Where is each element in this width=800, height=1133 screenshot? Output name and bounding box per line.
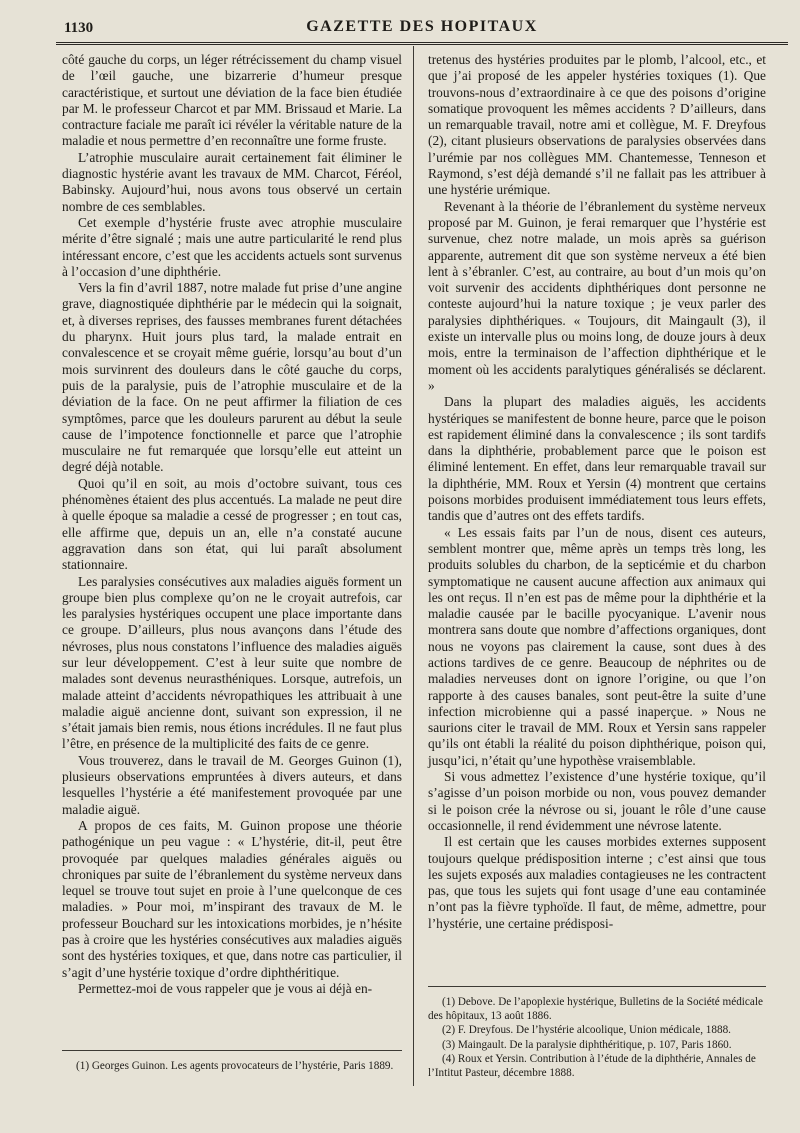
paragraph: A propos de ces faits, M. Guinon propose une théorie pathogénique un peu vague : « L’hystérie, dit-il, peut être provoquée par quelques maladies générales aiguës ou chroniques par suite de l’ébranlement du système nerveux dans lequel se trouve tout sujet en proie à l’une quelconque de ces maladies. » Pour moi, m’inspirant des travaux de M. le professeur Bouchard sur les intoxications morbides, je n’hésite pas à croire que les hystéries consécutives aux maladies aiguës sont des hystéries toxiques, et que, dans notre cas particulier, il s’agit d’une hystérie toxique d’ordre diphthéritique. <box>62 817 402 980</box>
paragraph: L’atrophie musculaire aurait certainement fait éliminer le diagnostic hystérie avant les travaux de MM. Charcot, Féréol, Babinsky. Aujourd’hui, nous avons tous observé un certain nombre de ces semblables. <box>62 149 402 214</box>
footnote: (3) Maingault. De la paralysie diphthéritique, p. 107, Paris 1860. <box>442 1038 732 1051</box>
paragraph: Il est certain que les causes morbides externes supposent toujours quelque prédisposition interne ; c’est ainsi que tous les sujets exposés aux maladies contagieuses ne les contractent pas, que tous les sujets qui font usage d’une eau contaminée n’ont pas la fièvre typhoïde. Il faut, de même, admettre, pour l’hystérie, une certaine prédisposi- <box>428 834 766 931</box>
paragraph: Les paralysies consécutives aux maladies aiguës forment un groupe bien plus complexe qu’on ne le croyait autrefois, car les paralysies hystériques occupent une place importante dans ce groupe. D’ailleurs, plus nous avançons dans l’étude des névroses, plus nous constatons l’influence des maladies aiguës sur leur développement. C’est à leur suite que nombre de malades sont devenus neurasthéniques. Lorsque, autrefois, un malade atteint d’accidents névropathiques les attribuait à une maladie aiguë ancienne dont, suivant son expression, il ne s’était jamais bien remis, nous étions incrédules. Il ne faut plus l’être, en présence de la multiplicité des faits de ce genre. <box>62 573 402 752</box>
paragraph: Si vous admettez l’existence d’une hystérie toxique, qu’il s’agisse d’un poison morbide ou non, vous pouvez demander si le poison crée la névrose ou si, jouant le rôle d’une cause occasionnelle, il rend évidemment une névrose latente. <box>428 769 766 833</box>
page-header <box>56 16 788 45</box>
right-column <box>428 52 766 932</box>
footnote: (1) Georges Guinon. Les agents provocateurs de l’hystérie, Paris 1889. <box>76 1060 394 1072</box>
paragraph: Revenant à la théorie de l’ébranlement du système nerveux proposé par M. Guinon, je ferai remarquer que l’hystérie est survenue, chez notre malade, un mois après sa guérison apparente, autrement dit que son système nerveux a été bien lent à s’ébranler. C’est, au contraire, au bout d’un mois qu’on voit survenir des accidents diphthériques dont personne ne conteste aujourd’hui la nature toxique ; je veux parler des paralysies diphthériques. « Toujours, dit Maingault (3), il existe un intervalle plus ou moins long, de douze jours à deux mois, entre la terminaison de l’affection diphthérique et le moment où les accidents paralytiques généralisés se déclarent. » <box>428 198 766 393</box>
right-footnotes <box>428 986 766 1080</box>
paragraph: Vers la fin d’avril 1887, notre malade fut prise d’une angine grave, diagnostiquée diphthérie par le médecin qui la soignait, et, à diverses reprises, des fausses membranes furent détachées du pharynx. Huit jours plus tard, la malade entrait en convalescence et se croyait même guérie, lorsqu’au bout d’un mois survinrent des douleurs dans le côté gauche du corps, puis de la paralysie, puis de l’atrophie musculaire et de la déviation de la face. On ne peut affirmer la filiation de ces symptômes, parce que les douleurs parurent au début la seule cause de l’impotence fonctionnelle et parce que l’atrophie musculaire ne fut remarquée que lorsqu’elle eut atteint un degré déjà notable. <box>62 280 402 475</box>
paragraph: Cet exemple d’hystérie fruste avec atrophie musculaire mérite d’être signalé ; mais une autre particularité le rend plus intéressant encore, c’est que les accidents actuels sont survenus à l’occasion d’une diphthérie. <box>62 214 402 279</box>
left-footnotes <box>62 1050 402 1073</box>
footnote: (2) F. Dreyfous. De l’hystérie alcoolique, Union médicale, 1888. <box>442 1024 731 1037</box>
column-divider <box>413 46 414 1086</box>
paragraph: « Les essais faits par l’un de nous, disent ces auteurs, semblent montrer que, même après un temps très long, les produits solubles du charbon, de la septicémie et du charbon symptomatique ne causent aucune affection aux animaux qui les ont reçus. Il n’en est pas de même pour la diphthérie et la maladie causée par le bacille pyocyanique. L’avenir nous montrera sans doute que nombre d’affections organiques, dont nous ne voyons pas clairement la cause, sont dues à des actions tardives de ce genre. Beaucoup de néphrites ou de maladies nerveuses dont on ignore l’origine, ou que l’on rapporte à des causes banales, sont peut-être la suite d’une infection microbienne qui a passé inaperçue. » Nous ne saurions citer le travail de MM. Roux et Yersin sans rappeler qu’ils ont établi la réalité du poison diphthérique, poison qui, jusqu’ici, n’était qu’une hypothèse vraisemblable. <box>428 524 766 768</box>
page-number: 1130 <box>64 20 94 36</box>
paragraph: Dans la plupart des maladies aiguës, les accidents hystériques se manifestent de bonne heure, parce que le poison est rapidement éliminé dans la convalescence ; ils sont tardifs dans la diphthérie, probablement parce que le poison est éliminé lentement. En effet, dans leur remarquable travail sur la diphthérie, MM. Roux et Yersin (4) montrent que certains poisons morbides produisent immédiatement tous leurs effets, tandis que d’autres ont des effets tardifs. <box>428 394 766 524</box>
footnote: (1) Debove. De l’apoplexie hystérique, Bulletins de la Société médicale des hôpitaux, 13 août 1886. <box>428 996 763 1023</box>
paragraph: Quoi qu’il en soit, au mois d’octobre suivant, tous ces phénomènes étaient des plus accentués. La malade ne peut dire à quelle époque sa maladie a cessé de progresser ; en tout cas, elle affirme que, depuis un an, elle n’a constaté aucune aggravation dans son état, qui lui paraît absolument stationnaire. <box>62 475 402 573</box>
left-column <box>62 52 402 997</box>
footnote: (4) Roux et Yersin. Contribution à l’étude de la diphthérie, Annales de l’Intitut Pasteur, décembre 1888. <box>428 1052 756 1080</box>
paragraph: côté gauche du corps, un léger rétrécissement du champ visuel de l’œil gauche, une bizarrerie d’humeur presque caractéristique, et surtout une déviation de la face bien étudiée par M. le professeur Charcot et par MM. Brissaud et Marie. La contracture faciale me paraît ici révéler la véritable nature de la maladie et nous permettre d’en reconnaître une forme fruste. <box>62 52 402 149</box>
journal-title: GAZETTE DES HOPITAUX <box>306 18 538 35</box>
paragraph: Vous trouverez, dans le travail de M. Georges Guinon (1), plusieurs observations empruntées à divers auteurs, et dans lesquelles l’hystérie a été manifestement provoquée par une maladie aiguë. <box>62 752 402 817</box>
paragraph: Permettez-moi de vous rappeler que je vous ai déjà en- <box>78 980 373 996</box>
paragraph: tretenus des hystéries produites par le plomb, l’alcool, etc., et que j’ai proposé de les appeler hystéries toxiques (1). Que trouvons-nous d’extraordinaire à ce que des poisons d’origine somatique provoquent les mêmes accidents ? D’ailleurs, dans un remarquable travail, notre ami et collègue, M. F. Dreyfous (2), citant plusieurs observations de paralysies observées dans l’urémie par nos collègues MM. Chantemesse, Tenneson et Raymond, s’est déjà demandé s’il ne fallait pas les attribuer à une hystérie urémique. <box>428 52 766 198</box>
